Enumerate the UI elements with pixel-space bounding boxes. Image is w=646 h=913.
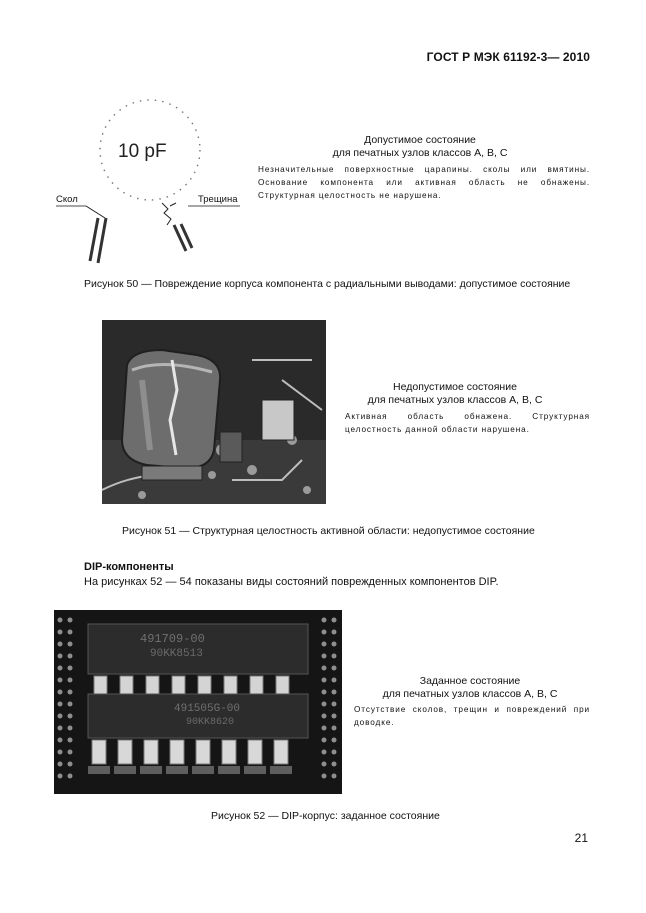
lead-left-b	[98, 218, 106, 263]
dip-section-heading: DIP-компоненты	[84, 561, 174, 573]
crack-label: Трещина	[198, 194, 238, 205]
bottom-chip-marking-1: 491505G-00	[174, 703, 241, 715]
document-code: ГОСТ Р МЭК 61192-3— 2010	[426, 50, 590, 64]
fig52-state-subtitle: для печатных узлов классов А, В, С	[382, 688, 558, 700]
fig52-state-title: Заданное состояние	[419, 675, 521, 687]
chip-label: Скол	[56, 194, 78, 205]
damaged-capacitor-photo	[102, 320, 326, 504]
dip-package-photo	[54, 610, 342, 794]
top-chip-marking-2: 90KK8513	[150, 648, 203, 660]
top-chip-marking-1: 491709-00	[140, 632, 205, 646]
fig50-caption: Рисунок 50 — Повреждение корпуса компонента с радиальными выводами: допустимое состояние	[84, 278, 571, 290]
fig51-state-subtitle: для печатных узлов классов А, В, С	[367, 394, 543, 406]
fig50-state-title: Допустимое состояние	[364, 134, 476, 146]
lead-left-a	[90, 218, 98, 261]
dip-section-intro: На рисунках 52 — 54 показаны виды состояний поврежденных компонентов DIP.	[84, 576, 499, 588]
fig51-caption: Рисунок 51 — Структурная целостность активной области: недопустимое состояние	[122, 525, 535, 537]
fig50-description: Незначительные поверхностные царапины. сколы или вмятины. Основание компонента или активная область не обнажены. Структурная целостность не нарушена.	[258, 165, 590, 200]
capacitance-label: 10 pF	[118, 141, 167, 162]
fig51-state-title: Недопустимое состояние	[393, 381, 517, 393]
bottom-chip-marking-2: 90KK8620	[186, 717, 235, 728]
fig52-caption: Рисунок 52 — DIP-корпус: заданное состояние	[211, 810, 440, 822]
fig52-description: Отсутствие сколов, трещин и повреждений при доводке.	[354, 705, 590, 727]
fig50-state-subtitle: для печатных узлов классов А, В, С	[332, 147, 508, 159]
chip-arrow-line	[86, 206, 105, 218]
crack-mark	[162, 203, 176, 225]
capacitor-damage-drawing	[50, 75, 250, 275]
fig51-description: Активная область обнажена. Структурная целостность данной области нарушена.	[345, 412, 590, 434]
page-number: 21	[574, 831, 588, 845]
